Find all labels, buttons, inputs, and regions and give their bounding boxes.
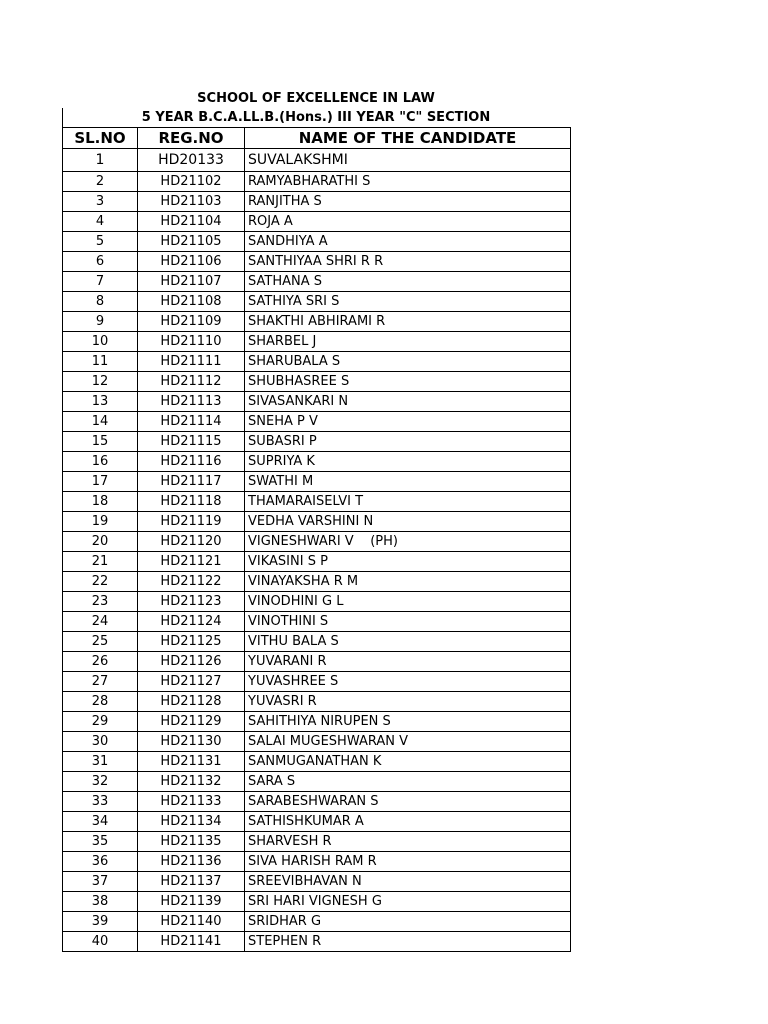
row-regno: HD21118 — [138, 492, 245, 512]
row-slno: 39 — [63, 912, 138, 932]
row-slno: 1 — [63, 149, 138, 172]
table-row — [63, 912, 571, 932]
table-row — [63, 632, 571, 652]
table-row — [63, 172, 571, 192]
row-regno: HD21130 — [138, 732, 245, 752]
page-subtitle: 5 YEAR B.C.A.LL.B.(Hons.) III YEAR "C" SECTION — [141, 110, 491, 125]
row-regno: HD21135 — [138, 832, 245, 852]
row-slno: 22 — [63, 572, 138, 592]
row-slno: 16 — [63, 452, 138, 472]
row-regno: HD21127 — [138, 672, 245, 692]
column-header-slno: SL.NO — [63, 128, 138, 149]
row-regno: HD21113 — [138, 392, 245, 412]
row-name: SRIDHAR G — [245, 912, 571, 932]
row-name: SALAI MUGESHWARAN V — [245, 732, 571, 752]
row-name: SHARVESH R — [245, 832, 571, 852]
row-regno: HD21129 — [138, 712, 245, 732]
column-header-name: NAME OF THE CANDIDATE — [245, 128, 571, 149]
row-name: THAMARAISELVI T — [245, 492, 571, 512]
row-regno: HD21105 — [138, 232, 245, 252]
row-slno: 32 — [63, 772, 138, 792]
candidate-table — [62, 127, 571, 952]
row-name: SHAKTHI ABHIRAMI R — [245, 312, 571, 332]
table-row — [63, 212, 571, 232]
row-name: SNEHA P V — [245, 412, 571, 432]
row-slno: 2 — [63, 172, 138, 192]
row-regno: HD21132 — [138, 772, 245, 792]
row-slno: 26 — [63, 652, 138, 672]
table-row — [63, 352, 571, 372]
row-regno: HD21119 — [138, 512, 245, 532]
row-name: SATHANA S — [245, 272, 571, 292]
table-row — [63, 149, 571, 172]
row-name: SWATHI M — [245, 472, 571, 492]
row-slno: 5 — [63, 232, 138, 252]
table-row — [63, 612, 571, 632]
row-slno: 23 — [63, 592, 138, 612]
table-row — [63, 452, 571, 472]
row-name: SIVA HARISH RAM R — [245, 852, 571, 872]
row-name: RAMYABHARATHI S — [245, 172, 571, 192]
table-row — [63, 772, 571, 792]
row-name: SHARBEL J — [245, 332, 571, 352]
row-slno: 12 — [63, 372, 138, 392]
table-row — [63, 512, 571, 532]
row-regno: HD21115 — [138, 432, 245, 452]
row-name: SANTHIYAA SHRI R R — [245, 252, 571, 272]
row-name: SANDHIYA A — [245, 232, 571, 252]
row-name: YUVASHREE S — [245, 672, 571, 692]
row-name: SARABESHWARAN S — [245, 792, 571, 812]
row-slno: 37 — [63, 872, 138, 892]
row-slno: 11 — [63, 352, 138, 372]
table-row — [63, 712, 571, 732]
table-row — [63, 312, 571, 332]
row-regno: HD21141 — [138, 932, 245, 952]
row-regno: HD21106 — [138, 252, 245, 272]
row-regno: HD21108 — [138, 292, 245, 312]
row-name: VINOTHINI S — [245, 612, 571, 632]
row-regno: HD21123 — [138, 592, 245, 612]
row-regno: HD21121 — [138, 552, 245, 572]
row-name: SANMUGANATHAN K — [245, 752, 571, 772]
table-row — [63, 432, 571, 452]
table-row — [63, 412, 571, 432]
row-name: SREEVIBHAVAN N — [245, 872, 571, 892]
row-slno: 6 — [63, 252, 138, 272]
row-name: STEPHEN R — [245, 932, 571, 952]
row-slno: 29 — [63, 712, 138, 732]
row-name: VEDHA VARSHINI N — [245, 512, 571, 532]
row-name: YUVARANI R — [245, 652, 571, 672]
table-row — [63, 692, 571, 712]
row-name: SATHISHKUMAR A — [245, 812, 571, 832]
row-slno: 8 — [63, 292, 138, 312]
row-regno: HD21131 — [138, 752, 245, 772]
row-name: SIVASANKARI N — [245, 392, 571, 412]
table-row — [63, 272, 571, 292]
row-name: VIKASINI S P — [245, 552, 571, 572]
row-slno: 25 — [63, 632, 138, 652]
row-regno: HD21112 — [138, 372, 245, 392]
table-row — [63, 732, 571, 752]
row-regno: HD21122 — [138, 572, 245, 592]
row-name: SARA S — [245, 772, 571, 792]
page-title: SCHOOL OF EXCELLENCE IN LAW — [197, 91, 435, 106]
table-row — [63, 932, 571, 952]
row-slno: 7 — [63, 272, 138, 292]
row-slno: 31 — [63, 752, 138, 772]
table-row — [63, 232, 571, 252]
row-regno: HD21104 — [138, 212, 245, 232]
row-slno: 9 — [63, 312, 138, 332]
row-slno: 36 — [63, 852, 138, 872]
table-row — [63, 892, 571, 912]
table-row — [63, 812, 571, 832]
row-regno: HD21117 — [138, 472, 245, 492]
table-row — [63, 652, 571, 672]
row-regno: HD21136 — [138, 852, 245, 872]
row-slno: 20 — [63, 532, 138, 552]
row-name: SAHITHIYA NIRUPEN S — [245, 712, 571, 732]
row-name: SHUBHASREE S — [245, 372, 571, 392]
table-row — [63, 252, 571, 272]
row-slno: 3 — [63, 192, 138, 212]
table-row — [63, 872, 571, 892]
row-regno: HD20133 — [138, 149, 245, 172]
row-regno: HD21110 — [138, 332, 245, 352]
row-slno: 17 — [63, 472, 138, 492]
row-regno: HD21116 — [138, 452, 245, 472]
table-row — [63, 832, 571, 852]
row-name: VIGNESHWARI V (PH) — [245, 532, 571, 552]
row-regno: HD21114 — [138, 412, 245, 432]
row-regno: HD21120 — [138, 532, 245, 552]
row-name: VITHU BALA S — [245, 632, 571, 652]
row-slno: 14 — [63, 412, 138, 432]
row-name: SRI HARI VIGNESH G — [245, 892, 571, 912]
row-slno: 21 — [63, 552, 138, 572]
row-slno: 4 — [63, 212, 138, 232]
row-slno: 35 — [63, 832, 138, 852]
row-slno: 40 — [63, 932, 138, 952]
row-slno: 10 — [63, 332, 138, 352]
row-slno: 30 — [63, 732, 138, 752]
row-slno: 13 — [63, 392, 138, 412]
table-row — [63, 472, 571, 492]
row-name: RANJITHA S — [245, 192, 571, 212]
row-slno: 15 — [63, 432, 138, 452]
row-name: SHARUBALA S — [245, 352, 571, 372]
table-row — [63, 372, 571, 392]
row-name: VINODHINI G L — [245, 592, 571, 612]
row-regno: HD21125 — [138, 632, 245, 652]
row-slno: 34 — [63, 812, 138, 832]
table-row — [63, 492, 571, 512]
row-name: VINAYAKSHA R M — [245, 572, 571, 592]
row-slno: 27 — [63, 672, 138, 692]
row-regno: HD21124 — [138, 612, 245, 632]
table-row — [63, 532, 571, 552]
table-row — [63, 672, 571, 692]
table-header-row — [63, 128, 571, 149]
row-regno: HD21111 — [138, 352, 245, 372]
table-row — [63, 292, 571, 312]
row-slno: 28 — [63, 692, 138, 712]
row-name: SUPRIYA K — [245, 452, 571, 472]
row-regno: HD21102 — [138, 172, 245, 192]
table-row — [63, 332, 571, 352]
row-name: ROJA A — [245, 212, 571, 232]
row-regno: HD21137 — [138, 872, 245, 892]
row-regno: HD21134 — [138, 812, 245, 832]
row-name: YUVASRI R — [245, 692, 571, 712]
row-regno: HD21103 — [138, 192, 245, 212]
row-slno: 33 — [63, 792, 138, 812]
row-slno: 24 — [63, 612, 138, 632]
table-row — [63, 852, 571, 872]
row-name: SUVALAKSHMI — [245, 149, 571, 172]
table-row — [63, 592, 571, 612]
row-regno: HD21140 — [138, 912, 245, 932]
column-header-regno: REG.NO — [138, 128, 245, 149]
table-row — [63, 792, 571, 812]
row-slno: 19 — [63, 512, 138, 532]
row-name: SATHIYA SRI S — [245, 292, 571, 312]
row-slno: 38 — [63, 892, 138, 912]
row-regno: HD21107 — [138, 272, 245, 292]
row-name: SUBASRI P — [245, 432, 571, 452]
row-regno: HD21109 — [138, 312, 245, 332]
table-row — [63, 572, 571, 592]
table-row — [63, 192, 571, 212]
row-regno: HD21133 — [138, 792, 245, 812]
table-row — [63, 392, 571, 412]
row-regno: HD21126 — [138, 652, 245, 672]
row-regno: HD21128 — [138, 692, 245, 712]
row-slno: 18 — [63, 492, 138, 512]
table-row — [63, 752, 571, 772]
row-regno: HD21139 — [138, 892, 245, 912]
table-row — [63, 552, 571, 572]
